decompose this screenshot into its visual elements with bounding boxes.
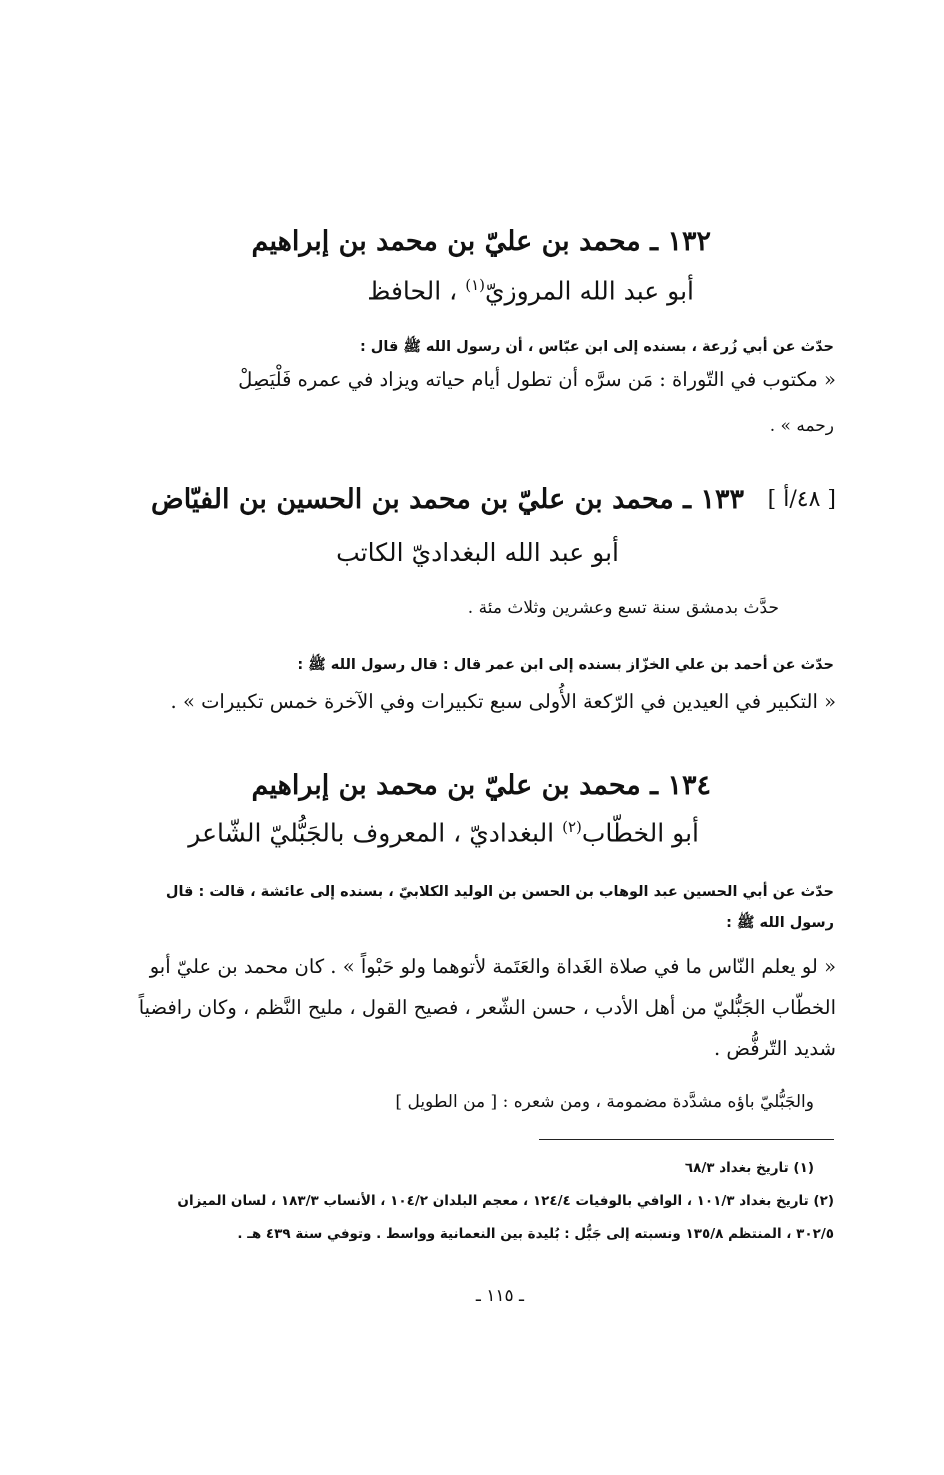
footnote-2-line-1: (٢) تاريخ بغداد ١٠١/٣ ، الوافي بالوفيات ١٢٤/٤ ، معجم البلدان ١٠٤/٢ ، الأنساب ١٨٣/٣ ، لسان الميزان [177,1193,834,1209]
page-number: ـ ١١٥ ـ [475,1286,524,1306]
entry-134-body-line-4: والجَبُّليّ باؤه مشدَّدة مضمومة ، ومن شعره : [ من الطويل ] [395,1092,814,1112]
entry-134-subtitle [188,818,699,847]
entry-132-title: ١٣٢ ـ محمد بن عليّ بن محمد بن إبراهيم [251,226,711,257]
entry-132-subtitle-name: أبو عبد الله المروزيّ [484,276,694,306]
footnote-1: (١) تاريخ بغداد ٦٨/٣ [684,1160,814,1176]
entry-133-isnad: حدّث عن أحمد بن علي الخزّاز بسنده إلى ابن عمر قال : قال رسول الله ﷺ : [297,657,834,673]
entry-134-body-line-3: شديد التّرفُّض . [713,1037,836,1060]
entry-134-subtitle-epithet: البغداديّ ، المعروف بالجَبُّليّ الشّاعر [188,818,563,848]
entry-134-body-line-1: « لو يعلم النّاس ما في صلاة الغَداة والعَتَمة لأتوهما ولو حَبْواً » . كان محمد بن عليّ أبو [149,955,836,978]
footnote-separator [539,1139,834,1140]
footnote-ref-1: (١) [465,276,485,294]
entry-133-note: حدَّث بدمشق سنة تسع وعشرين وثلاث مئة . [467,598,779,618]
entry-132-hadith-line-2: رحمه » . [769,416,834,436]
entry-133-subtitle: أبو عبد الله البغداديّ الكاتب [336,538,619,567]
footnote-2-line-2: ٣٠٢/٥ ، المنتظم ١٣٥/٨ ونسبته إلى جَبُّل : بُليدة بين النعمانية وواسط . وتوفي سنة ٤٣٩ هـ . [237,1226,834,1242]
entry-134-subtitle-name: أبو الخطّاب [581,818,699,848]
entry-133-hadith: « التكبير في العيدين في الرّكعة الأُولى سبع تكبيرات وفي الآخرة خمس تكبيرات » . [170,690,836,713]
entry-134-body-line-2: الخطّاب الجَبُّليّ من أهل الأدب ، حسن الشّعر ، فصيح القول ، مليح النَّظم ، وكان رافضياً [138,996,836,1019]
entry-132-isnad: حدّث عن أبي زُرعة ، بسنده إلى ابن عبّاس ، أن رسول الله ﷺ قال : [359,339,834,355]
entry-133-title: ١٣٣ ـ محمد بن عليّ بن محمد بن الحسين بن الفيّاض [151,484,744,515]
entry-132-subtitle-epithet: ، الحافظ [367,276,466,306]
entry-134-isnad-line-1: حدّث عن أبي الحسين عبد الوهاب بن الحسن بن الوليد الكلابيّ ، بسنده إلى عائشة ، قالت : قال [165,884,834,900]
entry-132-hadith-line-1: « مكتوب في التّوراة : مَن سرَّه أن تطول أيام حياته ويزاد في عمره فَلْيَصِلْ [238,368,836,391]
entry-134-isnad-line-2: رسول الله ﷺ : [726,915,834,931]
entry-134-title: ١٣٤ ـ محمد بن عليّ بن محمد بن إبراهيم [251,770,711,801]
entry-133-manuscript-ref: [ ٤٨/أ ] [767,487,836,512]
entry-132-subtitle [367,276,694,305]
footnote-ref-2: (٢) [562,818,582,836]
